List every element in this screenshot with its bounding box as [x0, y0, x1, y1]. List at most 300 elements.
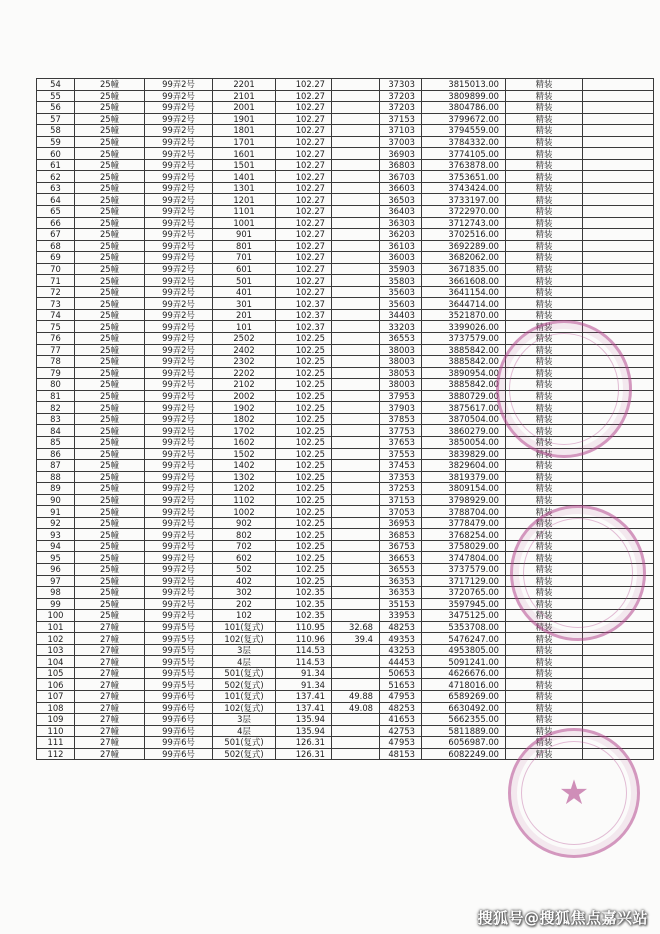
- building-cell: 25幢: [75, 552, 145, 564]
- address-cell: 99弄2号: [145, 506, 213, 518]
- total-price-cell: 3788704.00: [422, 506, 506, 518]
- row-number: 83: [37, 413, 75, 425]
- building-cell: 25幢: [75, 182, 145, 194]
- area-cell: 102.25: [276, 367, 332, 379]
- address-cell: 99弄2号: [145, 240, 213, 252]
- area-cell: 102.25: [276, 402, 332, 414]
- row-number: 67: [37, 229, 75, 241]
- row-number: 104: [37, 656, 75, 668]
- decoration-cell: 精装: [506, 621, 583, 633]
- table-row: [37, 240, 654, 252]
- address-cell: 99弄2号: [145, 171, 213, 183]
- row-number: 85: [37, 436, 75, 448]
- unit-price-cell: 36653: [380, 552, 422, 564]
- address-cell: 99弄2号: [145, 263, 213, 275]
- unit-price-cell: 36353: [380, 587, 422, 599]
- table-row: [37, 633, 654, 645]
- unit-cell: 502(复式): [213, 679, 276, 691]
- building-cell: 25幢: [75, 506, 145, 518]
- area-cell: 102.37: [276, 321, 332, 333]
- table-row: [37, 413, 654, 425]
- unit-cell: 3层: [213, 644, 276, 656]
- remark-cell: [583, 633, 654, 645]
- area-cell: 102.27: [276, 286, 332, 298]
- building-cell: 25幢: [75, 217, 145, 229]
- decoration-cell: 精装: [506, 483, 583, 495]
- decoration-cell: 精装: [506, 506, 583, 518]
- address-cell: 99弄5号: [145, 656, 213, 668]
- table-row: [37, 321, 654, 333]
- extra-area-cell: [332, 125, 380, 137]
- table-row: [37, 159, 654, 171]
- remark-cell: [583, 148, 654, 160]
- address-cell: 99弄2号: [145, 344, 213, 356]
- remark-cell: [583, 448, 654, 460]
- row-number: 90: [37, 494, 75, 506]
- area-cell: 135.94: [276, 725, 332, 737]
- total-price-cell: 3778479.00: [422, 517, 506, 529]
- row-number: 102: [37, 633, 75, 645]
- unit-cell: 1301: [213, 182, 276, 194]
- table-row: [37, 79, 654, 91]
- unit-cell: 201: [213, 309, 276, 321]
- unit-cell: 2001: [213, 102, 276, 114]
- area-cell: 102.27: [276, 90, 332, 102]
- total-price-cell: 3733197.00: [422, 194, 506, 206]
- building-cell: 25幢: [75, 194, 145, 206]
- table-row: [37, 529, 654, 541]
- total-price-cell: 3809899.00: [422, 90, 506, 102]
- total-price-cell: 3743424.00: [422, 182, 506, 194]
- area-cell: 102.25: [276, 344, 332, 356]
- area-cell: 114.53: [276, 656, 332, 668]
- remark-cell: [583, 471, 654, 483]
- row-number: 101: [37, 621, 75, 633]
- row-number: 78: [37, 356, 75, 368]
- building-cell: 27幢: [75, 667, 145, 679]
- unit-cell: 1102: [213, 494, 276, 506]
- building-cell: 25幢: [75, 344, 145, 356]
- unit-cell: 1901: [213, 113, 276, 125]
- remark-cell: [583, 217, 654, 229]
- decoration-cell: 精装: [506, 102, 583, 114]
- row-number: 107: [37, 690, 75, 702]
- decoration-cell: 精装: [506, 263, 583, 275]
- remark-cell: [583, 298, 654, 310]
- decoration-cell: 精装: [506, 194, 583, 206]
- decoration-cell: 精装: [506, 333, 583, 345]
- unit-cell: 701: [213, 252, 276, 264]
- unit-price-cell: 36603: [380, 182, 422, 194]
- decoration-cell: 精装: [506, 644, 583, 656]
- decoration-cell: 精装: [506, 113, 583, 125]
- remark-cell: [583, 737, 654, 749]
- area-cell: 102.37: [276, 298, 332, 310]
- unit-price-cell: 37953: [380, 390, 422, 402]
- table-row: [37, 679, 654, 691]
- total-price-cell: 3641154.00: [422, 286, 506, 298]
- table-row: [37, 702, 654, 714]
- remark-cell: [583, 240, 654, 252]
- decoration-cell: 精装: [506, 159, 583, 171]
- building-cell: 27幢: [75, 737, 145, 749]
- extra-area-cell: [332, 436, 380, 448]
- remark-cell: [583, 460, 654, 472]
- extra-area-cell: [332, 529, 380, 541]
- building-cell: 25幢: [75, 587, 145, 599]
- area-cell: 102.27: [276, 194, 332, 206]
- remark-cell: [583, 182, 654, 194]
- row-number: 58: [37, 125, 75, 137]
- remark-cell: [583, 575, 654, 587]
- row-number: 77: [37, 344, 75, 356]
- unit-price-cell: 37553: [380, 448, 422, 460]
- decoration-cell: 精装: [506, 90, 583, 102]
- area-cell: 102.35: [276, 610, 332, 622]
- decoration-cell: 精装: [506, 171, 583, 183]
- unit-price-cell: 37203: [380, 102, 422, 114]
- decoration-cell: 精装: [506, 552, 583, 564]
- table-row: [37, 136, 654, 148]
- row-number: 57: [37, 113, 75, 125]
- decoration-cell: 精装: [506, 413, 583, 425]
- total-price-cell: 3597945.00: [422, 598, 506, 610]
- address-cell: 99弄5号: [145, 633, 213, 645]
- total-price-cell: 3399026.00: [422, 321, 506, 333]
- unit-price-cell: 36553: [380, 563, 422, 575]
- total-price-cell: 3753651.00: [422, 171, 506, 183]
- address-cell: 99弄2号: [145, 148, 213, 160]
- unit-price-cell: 33953: [380, 610, 422, 622]
- unit-price-cell: 36503: [380, 194, 422, 206]
- unit-cell: 802: [213, 529, 276, 541]
- table-row: [37, 263, 654, 275]
- row-number: 98: [37, 587, 75, 599]
- building-cell: 25幢: [75, 356, 145, 368]
- remark-cell: [583, 229, 654, 241]
- row-number: 65: [37, 206, 75, 218]
- building-cell: 25幢: [75, 575, 145, 587]
- unit-price-cell: 37653: [380, 436, 422, 448]
- area-cell: 102.25: [276, 529, 332, 541]
- remark-cell: [583, 725, 654, 737]
- address-cell: 99弄5号: [145, 621, 213, 633]
- unit-price-cell: 48253: [380, 621, 422, 633]
- table-row: [37, 206, 654, 218]
- remark-cell: [583, 690, 654, 702]
- unit-cell: 2402: [213, 344, 276, 356]
- unit-cell: 1502: [213, 448, 276, 460]
- address-cell: 99弄2号: [145, 356, 213, 368]
- total-price-cell: 3784332.00: [422, 136, 506, 148]
- building-cell: 25幢: [75, 136, 145, 148]
- address-cell: 99弄5号: [145, 679, 213, 691]
- area-cell: 102.27: [276, 148, 332, 160]
- table-row: [37, 390, 654, 402]
- table-row: [37, 356, 654, 368]
- unit-price-cell: 43253: [380, 644, 422, 656]
- decoration-cell: 精装: [506, 598, 583, 610]
- row-number: 70: [37, 263, 75, 275]
- unit-price-cell: 51653: [380, 679, 422, 691]
- remark-cell: [583, 102, 654, 114]
- unit-cell: 2101: [213, 90, 276, 102]
- total-price-cell: 5662355.00: [422, 714, 506, 726]
- row-number: 68: [37, 240, 75, 252]
- row-number: 73: [37, 298, 75, 310]
- unit-cell: 1302: [213, 471, 276, 483]
- total-price-cell: 3799672.00: [422, 113, 506, 125]
- extra-area-cell: 49.88: [332, 690, 380, 702]
- extra-area-cell: [332, 90, 380, 102]
- building-cell: 27幢: [75, 633, 145, 645]
- decoration-cell: 精装: [506, 275, 583, 287]
- decoration-cell: 精装: [506, 286, 583, 298]
- address-cell: 99弄2号: [145, 494, 213, 506]
- total-price-cell: 4953805.00: [422, 644, 506, 656]
- area-cell: 102.25: [276, 333, 332, 345]
- remark-cell: [583, 159, 654, 171]
- remark-cell: [583, 425, 654, 437]
- decoration-cell: 精装: [506, 575, 583, 587]
- row-number: 76: [37, 333, 75, 345]
- area-cell: 110.95: [276, 621, 332, 633]
- unit-price-cell: 35603: [380, 298, 422, 310]
- row-number: 95: [37, 552, 75, 564]
- extra-area-cell: [332, 275, 380, 287]
- building-cell: 25幢: [75, 425, 145, 437]
- extra-area-cell: [332, 263, 380, 275]
- remark-cell: [583, 656, 654, 668]
- extra-area-cell: [332, 182, 380, 194]
- remark-cell: [583, 286, 654, 298]
- remark-cell: [583, 194, 654, 206]
- table-row: [37, 182, 654, 194]
- unit-cell: 902: [213, 517, 276, 529]
- remark-cell: [583, 252, 654, 264]
- total-price-cell: 3794559.00: [422, 125, 506, 137]
- row-number: 59: [37, 136, 75, 148]
- decoration-cell: 精装: [506, 529, 583, 541]
- extra-area-cell: [332, 517, 380, 529]
- unit-price-cell: 37303: [380, 79, 422, 91]
- area-cell: 102.37: [276, 309, 332, 321]
- unit-cell: 3层: [213, 714, 276, 726]
- total-price-cell: 5811889.00: [422, 725, 506, 737]
- extra-area-cell: [332, 113, 380, 125]
- decoration-cell: 精装: [506, 436, 583, 448]
- address-cell: 99弄6号: [145, 702, 213, 714]
- address-cell: 99弄2号: [145, 529, 213, 541]
- extra-area-cell: [332, 540, 380, 552]
- address-cell: 99弄2号: [145, 252, 213, 264]
- area-cell: 102.25: [276, 425, 332, 437]
- total-price-cell: 3885842.00: [422, 356, 506, 368]
- table-row: [37, 113, 654, 125]
- decoration-cell: 精装: [506, 229, 583, 241]
- building-cell: 25幢: [75, 390, 145, 402]
- total-price-cell: 3692289.00: [422, 240, 506, 252]
- total-price-cell: 6589269.00: [422, 690, 506, 702]
- total-price-cell: 3475125.00: [422, 610, 506, 622]
- extra-area-cell: [332, 79, 380, 91]
- address-cell: 99弄2号: [145, 229, 213, 241]
- remark-cell: [583, 275, 654, 287]
- unit-cell: 502(复式): [213, 748, 276, 760]
- table-row: [37, 506, 654, 518]
- decoration-cell: 精装: [506, 679, 583, 691]
- decoration-cell: 精装: [506, 321, 583, 333]
- remark-cell: [583, 436, 654, 448]
- area-cell: 102.27: [276, 252, 332, 264]
- table-row: [37, 690, 654, 702]
- extra-area-cell: [332, 563, 380, 575]
- building-cell: 27幢: [75, 725, 145, 737]
- decoration-cell: 精装: [506, 298, 583, 310]
- unit-price-cell: 44453: [380, 656, 422, 668]
- address-cell: 99弄2号: [145, 575, 213, 587]
- unit-price-cell: 48153: [380, 748, 422, 760]
- unit-cell: 1602: [213, 436, 276, 448]
- building-cell: 27幢: [75, 679, 145, 691]
- unit-price-cell: 36303: [380, 217, 422, 229]
- address-cell: 99弄2号: [145, 206, 213, 218]
- unit-cell: 1601: [213, 148, 276, 160]
- unit-price-cell: 37353: [380, 471, 422, 483]
- extra-area-cell: [332, 367, 380, 379]
- table-row: [37, 494, 654, 506]
- table-row: [37, 575, 654, 587]
- building-cell: 27幢: [75, 621, 145, 633]
- table-row: [37, 610, 654, 622]
- unit-price-cell: 36903: [380, 148, 422, 160]
- decoration-cell: 精装: [506, 136, 583, 148]
- total-price-cell: 3880729.00: [422, 390, 506, 402]
- unit-price-cell: 37253: [380, 483, 422, 495]
- row-number: 54: [37, 79, 75, 91]
- extra-area-cell: [332, 598, 380, 610]
- building-cell: 25幢: [75, 517, 145, 529]
- row-number: 56: [37, 102, 75, 114]
- unit-cell: 2302: [213, 356, 276, 368]
- decoration-cell: 精装: [506, 379, 583, 391]
- remark-cell: [583, 587, 654, 599]
- decoration-cell: 精装: [506, 737, 583, 749]
- unit-price-cell: 36803: [380, 159, 422, 171]
- extra-area-cell: [332, 333, 380, 345]
- decoration-cell: 精装: [506, 344, 583, 356]
- table-row: [37, 436, 654, 448]
- building-cell: 25幢: [75, 540, 145, 552]
- extra-area-cell: [332, 171, 380, 183]
- table-row: [37, 425, 654, 437]
- total-price-cell: 3885842.00: [422, 379, 506, 391]
- unit-cell: 2002: [213, 390, 276, 402]
- building-cell: 27幢: [75, 690, 145, 702]
- area-cell: 102.25: [276, 379, 332, 391]
- extra-area-cell: [332, 725, 380, 737]
- area-cell: 114.53: [276, 644, 332, 656]
- decoration-cell: 精装: [506, 702, 583, 714]
- address-cell: 99弄2号: [145, 182, 213, 194]
- row-number: 75: [37, 321, 75, 333]
- row-number: 66: [37, 217, 75, 229]
- total-price-cell: 6630492.00: [422, 702, 506, 714]
- row-number: 64: [37, 194, 75, 206]
- unit-price-cell: 35153: [380, 598, 422, 610]
- area-cell: 102.25: [276, 506, 332, 518]
- address-cell: 99弄2号: [145, 367, 213, 379]
- total-price-cell: 3875617.00: [422, 402, 506, 414]
- extra-area-cell: [332, 252, 380, 264]
- unit-price-cell: 42753: [380, 725, 422, 737]
- building-cell: 25幢: [75, 113, 145, 125]
- unit-price-cell: 36553: [380, 333, 422, 345]
- unit-price-cell: 36953: [380, 517, 422, 529]
- unit-cell: 1801: [213, 125, 276, 137]
- table-row: [37, 737, 654, 749]
- address-cell: 99弄2号: [145, 540, 213, 552]
- unit-cell: 1002: [213, 506, 276, 518]
- total-price-cell: 3758029.00: [422, 540, 506, 552]
- unit-price-cell: 38003: [380, 344, 422, 356]
- total-price-cell: 4718016.00: [422, 679, 506, 691]
- address-cell: 99弄5号: [145, 644, 213, 656]
- unit-cell: 101: [213, 321, 276, 333]
- address-cell: 99弄2号: [145, 309, 213, 321]
- row-number: 111: [37, 737, 75, 749]
- address-cell: 99弄6号: [145, 690, 213, 702]
- building-cell: 25幢: [75, 598, 145, 610]
- decoration-cell: 精装: [506, 79, 583, 91]
- extra-area-cell: [332, 309, 380, 321]
- area-cell: 102.25: [276, 460, 332, 472]
- address-cell: 99弄2号: [145, 379, 213, 391]
- area-cell: 102.25: [276, 517, 332, 529]
- decoration-cell: 精装: [506, 206, 583, 218]
- building-cell: 25幢: [75, 159, 145, 171]
- area-cell: 102.27: [276, 171, 332, 183]
- unit-cell: 1902: [213, 402, 276, 414]
- remark-cell: [583, 333, 654, 345]
- unit-cell: 1802: [213, 413, 276, 425]
- decoration-cell: 精装: [506, 748, 583, 760]
- extra-area-cell: [332, 159, 380, 171]
- building-cell: 25幢: [75, 275, 145, 287]
- unit-price-cell: 36703: [380, 171, 422, 183]
- total-price-cell: 3720765.00: [422, 587, 506, 599]
- unit-cell: 2201: [213, 79, 276, 91]
- address-cell: 99弄2号: [145, 448, 213, 460]
- table-row: [37, 748, 654, 760]
- unit-price-cell: 37103: [380, 125, 422, 137]
- total-price-cell: 3890954.00: [422, 367, 506, 379]
- building-cell: 25幢: [75, 460, 145, 472]
- building-cell: 25幢: [75, 321, 145, 333]
- unit-cell: 202: [213, 598, 276, 610]
- unit-price-cell: 37203: [380, 90, 422, 102]
- building-cell: 25幢: [75, 494, 145, 506]
- area-cell: 91.34: [276, 667, 332, 679]
- address-cell: 99弄2号: [145, 552, 213, 564]
- unit-cell: 4层: [213, 656, 276, 668]
- area-cell: 102.25: [276, 552, 332, 564]
- unit-cell: 702: [213, 540, 276, 552]
- total-price-cell: 3671835.00: [422, 263, 506, 275]
- table-row: [37, 194, 654, 206]
- area-cell: 102.25: [276, 436, 332, 448]
- unit-cell: 2502: [213, 333, 276, 345]
